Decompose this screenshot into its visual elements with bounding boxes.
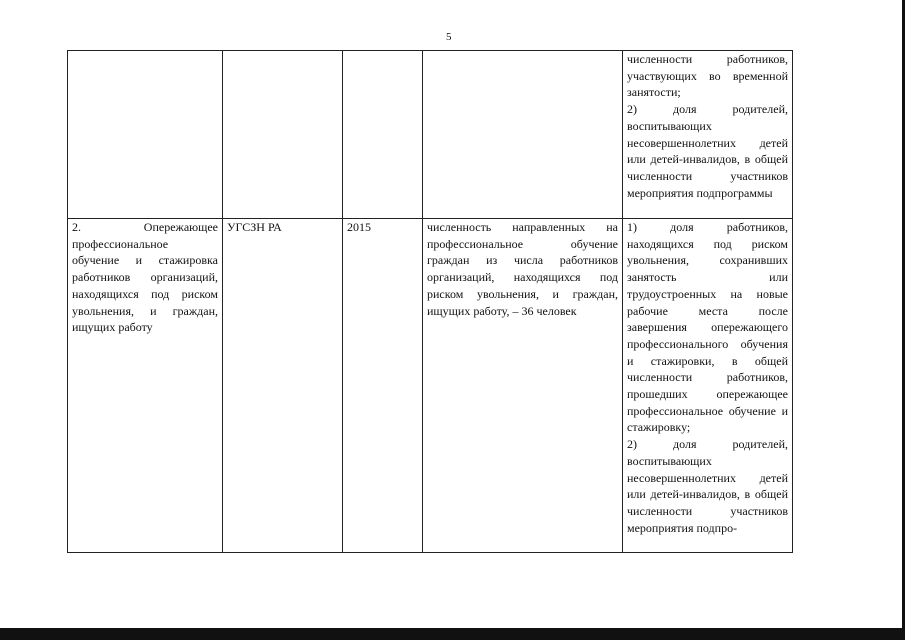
executor-text: УГСЗН РА [227,220,282,234]
year-text: 2015 [347,220,371,234]
year-cell [343,219,423,553]
indicators-cell [623,51,793,219]
activity-cell [68,219,223,553]
result-text: численность направленных на профессиональное обучение граждан из числа работников организаций, находящихся под риском увольнения, и граждан, ищущих работу, – 36 человек [427,220,618,318]
activity-text: 2. Опережающее профессиональное обучение и стажировка работников организаций, находящихся под риском увольнения, и граждан, ищущих работу [72,220,218,335]
result-cell [423,219,623,553]
indicators-text: численности работников, участвующих во временной занятости; 2) доля родителей, воспитывающих несовершеннолетних детей или детей-инвалидов, в общей численности участников мероприятия подпрограммы [627,52,788,200]
executor-cell [223,51,343,219]
executor-cell [223,219,343,553]
year-cell [343,51,423,219]
page-number: 5 [446,31,452,43]
table-row [68,51,793,219]
activity-cell [68,51,223,219]
scan-edge-bottom [0,628,905,640]
table-row [68,219,793,553]
result-cell [423,51,623,219]
program-table [67,50,793,553]
indicators-cell [623,219,793,553]
indicators-text: 1) доля работников, находящихся под риском увольнения, сохранивших занятость или трудоустроенных на новые рабочие места после завершения опережающего профессионального обучения и стажировки, в общей численности работников, прошедших опережающее профессиональное обучение и стажировку; 2) доля родителей, воспитывающих несовершеннолетних детей или детей-инвалидов, в общей численности участников мероприятия подпро- [627,220,788,535]
